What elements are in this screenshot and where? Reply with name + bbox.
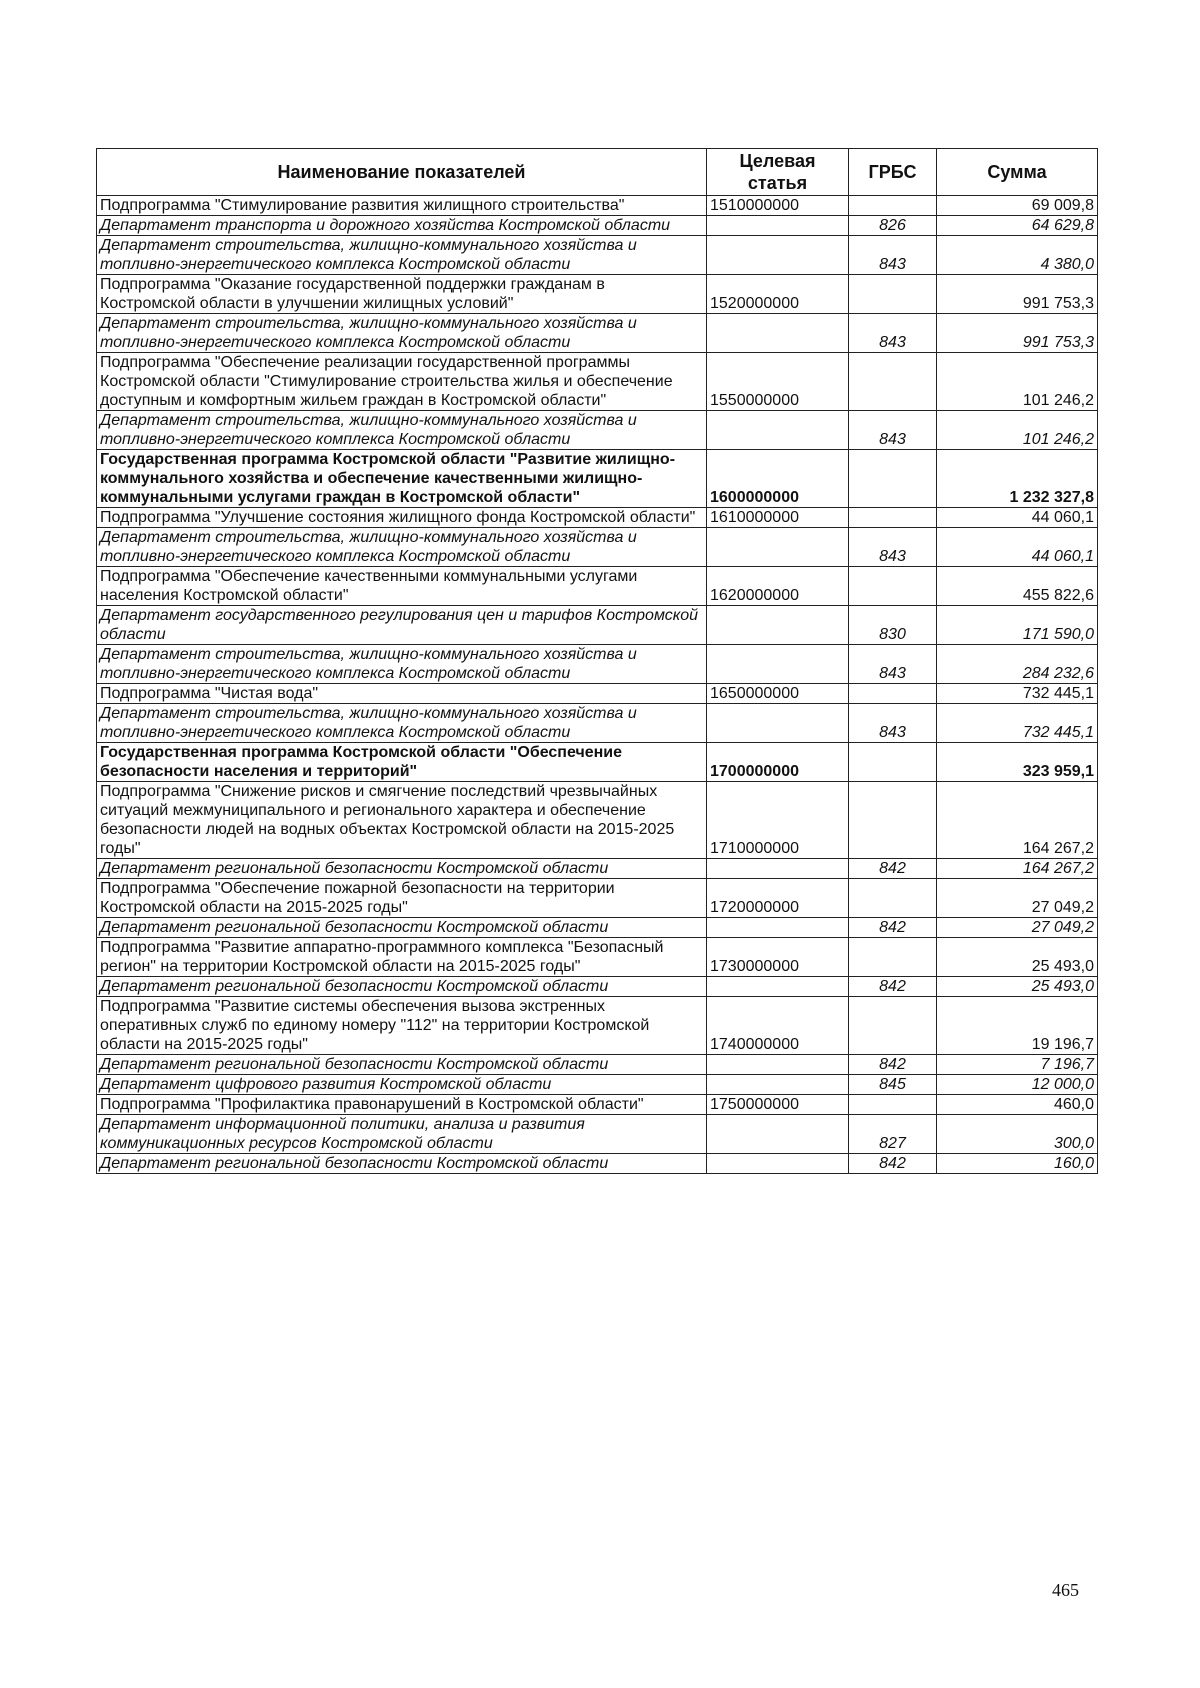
row-grbs: 842 (849, 859, 937, 879)
row-sum: 7 196,7 (937, 1055, 1098, 1075)
row-sum: 284 232,6 (937, 645, 1098, 684)
row-grbs (849, 450, 937, 508)
table-row (97, 1115, 1098, 1154)
row-target-article: 1510000000 (707, 196, 849, 216)
row-grbs (849, 938, 937, 977)
row-grbs: 845 (849, 1075, 937, 1095)
table-row (97, 1075, 1098, 1095)
row-target-article: 1710000000 (707, 782, 849, 859)
row-grbs (849, 684, 937, 704)
row-grbs (849, 508, 937, 528)
row-target-article (707, 977, 849, 997)
table-row (97, 275, 1098, 314)
table-row (97, 918, 1098, 938)
row-name: Департамент региональной безопасности Костромской области (97, 1154, 707, 1174)
header-sum: Сумма (937, 149, 1098, 196)
row-target-article (707, 859, 849, 879)
row-sum: 64 629,8 (937, 216, 1098, 236)
table-row (97, 236, 1098, 275)
row-target-article (707, 411, 849, 450)
row-grbs: 843 (849, 528, 937, 567)
row-name: Департамент информационной политики, анализа и развития коммуникационных ресурсов Костромской области (97, 1115, 707, 1154)
row-sum: 1 232 327,8 (937, 450, 1098, 508)
row-name: Подпрограмма "Чистая вода" (97, 684, 707, 704)
row-name: Департамент строительства, жилищно-коммунального хозяйства и топливно-энергетического комплекса Костромской области (97, 314, 707, 353)
row-target-article (707, 1154, 849, 1174)
table-row (97, 567, 1098, 606)
row-name: Подпрограмма "Стимулирование развития жилищного строительства" (97, 196, 707, 216)
table-row (97, 528, 1098, 567)
row-name: Департамент строительства, жилищно-коммунального хозяйства и топливно-энергетического комплекса Костромской области (97, 528, 707, 567)
table-row (97, 997, 1098, 1055)
row-sum: 732 445,1 (937, 704, 1098, 743)
table-row (97, 411, 1098, 450)
row-target-article: 1550000000 (707, 353, 849, 411)
row-grbs (849, 196, 937, 216)
row-name: Департамент региональной безопасности Костромской области (97, 1055, 707, 1075)
page-number: 465 (1052, 1580, 1079, 1600)
row-grbs: 843 (849, 704, 937, 743)
row-target-article: 1650000000 (707, 684, 849, 704)
row-sum: 101 246,2 (937, 353, 1098, 411)
row-grbs (849, 567, 937, 606)
row-sum: 69 009,8 (937, 196, 1098, 216)
row-grbs: 826 (849, 216, 937, 236)
row-target-article (707, 236, 849, 275)
row-name: Подпрограмма "Улучшение состояния жилищного фонда Костромской области" (97, 508, 707, 528)
row-sum: 991 753,3 (937, 314, 1098, 353)
row-sum: 164 267,2 (937, 782, 1098, 859)
row-target-article: 1610000000 (707, 508, 849, 528)
table-row (97, 684, 1098, 704)
row-target-article: 1740000000 (707, 997, 849, 1055)
row-grbs: 842 (849, 918, 937, 938)
row-grbs (849, 743, 937, 782)
row-grbs: 842 (849, 977, 937, 997)
row-sum: 460,0 (937, 1095, 1098, 1115)
table-row (97, 606, 1098, 645)
row-target-article: 1600000000 (707, 450, 849, 508)
row-target-article (707, 528, 849, 567)
row-sum: 323 959,1 (937, 743, 1098, 782)
row-grbs (849, 782, 937, 859)
row-target-article (707, 314, 849, 353)
row-target-article (707, 918, 849, 938)
row-grbs (849, 275, 937, 314)
header-name: Наименование показателей (97, 149, 707, 196)
header-target-article: Целевая статья (707, 149, 849, 196)
table-row (97, 314, 1098, 353)
row-name: Подпрограмма "Снижение рисков и смягчение последствий чрезвычайных ситуаций межмуниципального и регионального характера и обеспечение безопасности людей на водных объектах Костромской области на 2015-2025 годы" (97, 782, 707, 859)
row-sum: 164 267,2 (937, 859, 1098, 879)
row-sum: 160,0 (937, 1154, 1098, 1174)
row-name: Департамент строительства, жилищно-коммунального хозяйства и топливно-энергетического комплекса Костромской области (97, 645, 707, 684)
row-grbs: 827 (849, 1115, 937, 1154)
table-row (97, 977, 1098, 997)
row-target-article: 1700000000 (707, 743, 849, 782)
row-target-article: 1520000000 (707, 275, 849, 314)
row-sum: 991 753,3 (937, 275, 1098, 314)
table-row (97, 1055, 1098, 1075)
row-sum: 12 000,0 (937, 1075, 1098, 1095)
table-row (97, 216, 1098, 236)
row-target-article: 1720000000 (707, 879, 849, 918)
row-grbs: 843 (849, 411, 937, 450)
row-grbs: 843 (849, 645, 937, 684)
row-grbs (849, 879, 937, 918)
row-name: Подпрограмма "Обеспечение реализации государственной программы Костромской области "Стимулирование строительства жилья и обеспечение доступным и комфортным жильем граждан в Костромской области" (97, 353, 707, 411)
row-sum: 19 196,7 (937, 997, 1098, 1055)
table-row (97, 743, 1098, 782)
row-sum: 44 060,1 (937, 508, 1098, 528)
table-row (97, 645, 1098, 684)
row-name: Подпрограмма "Оказание государственной поддержки гражданам в Костромской области в улучшении жилищных условий" (97, 275, 707, 314)
table-body (97, 196, 1098, 1174)
row-grbs (849, 997, 937, 1055)
row-sum: 732 445,1 (937, 684, 1098, 704)
row-grbs: 843 (849, 314, 937, 353)
row-grbs: 830 (849, 606, 937, 645)
row-name: Департамент региональной безопасности Костромской области (97, 977, 707, 997)
row-target-article (707, 1115, 849, 1154)
row-name: Департамент строительства, жилищно-коммунального хозяйства и топливно-энергетического комплекса Костромской области (97, 411, 707, 450)
row-grbs: 842 (849, 1154, 937, 1174)
row-target-article: 1750000000 (707, 1095, 849, 1115)
row-target-article: 1730000000 (707, 938, 849, 977)
row-name: Департамент государственного регулирования цен и тарифов Костромской области (97, 606, 707, 645)
row-sum: 4 380,0 (937, 236, 1098, 275)
row-target-article (707, 216, 849, 236)
row-target-article (707, 606, 849, 645)
row-sum: 455 822,6 (937, 567, 1098, 606)
table-row (97, 782, 1098, 859)
header-grbs: ГРБС (849, 149, 937, 196)
row-target-article (707, 704, 849, 743)
row-name: Департамент транспорта и дорожного хозяйства Костромской области (97, 216, 707, 236)
row-target-article (707, 1075, 849, 1095)
table-row (97, 859, 1098, 879)
table-row (97, 879, 1098, 918)
table-row (97, 450, 1098, 508)
row-name: Департамент цифрового развития Костромской области (97, 1075, 707, 1095)
table-header-row (97, 149, 1098, 196)
row-name: Департамент региональной безопасности Костромской области (97, 918, 707, 938)
row-name: Государственная программа Костромской области "Развитие жилищно-коммунального хозяйства и обеспечение качественными жилищно-коммунальными услугами граждан в Костромской области" (97, 450, 707, 508)
table-row (97, 938, 1098, 977)
row-target-article: 1620000000 (707, 567, 849, 606)
table-row (97, 1095, 1098, 1115)
row-name: Департамент строительства, жилищно-коммунального хозяйства и топливно-энергетического комплекса Костромской области (97, 236, 707, 275)
table-row (97, 508, 1098, 528)
table-row (97, 1154, 1098, 1174)
table-row (97, 353, 1098, 411)
budget-table (96, 148, 1098, 1174)
row-grbs (849, 353, 937, 411)
row-target-article (707, 645, 849, 684)
row-sum: 171 590,0 (937, 606, 1098, 645)
row-grbs: 843 (849, 236, 937, 275)
row-sum: 27 049,2 (937, 918, 1098, 938)
row-name: Подпрограмма "Обеспечение пожарной безопасности на территории Костромской области на 2015-2025 годы" (97, 879, 707, 918)
row-name: Подпрограмма "Профилактика правонарушений в Костромской области" (97, 1095, 707, 1115)
row-sum: 300,0 (937, 1115, 1098, 1154)
row-sum: 25 493,0 (937, 977, 1098, 997)
row-name: Департамент региональной безопасности Костромской области (97, 859, 707, 879)
row-name: Подпрограмма "Развитие аппаратно-программного комплекса "Безопасный регион" на территории Костромской области на 2015-2025 годы" (97, 938, 707, 977)
table-row (97, 704, 1098, 743)
row-sum: 27 049,2 (937, 879, 1098, 918)
row-sum: 25 493,0 (937, 938, 1098, 977)
row-sum: 44 060,1 (937, 528, 1098, 567)
row-sum: 101 246,2 (937, 411, 1098, 450)
row-target-article (707, 1055, 849, 1075)
row-name: Государственная программа Костромской области "Обеспечение безопасности населения и территорий" (97, 743, 707, 782)
row-name: Подпрограмма "Обеспечение качественными коммунальными услугами населения Костромской области" (97, 567, 707, 606)
row-name: Департамент строительства, жилищно-коммунального хозяйства и топливно-энергетического комплекса Костромской области (97, 704, 707, 743)
table-row (97, 196, 1098, 216)
row-name: Подпрограмма "Развитие системы обеспечения вызова экстренных оперативных служб по единому номеру "112" на территории Костромской области на 2015-2025 годы" (97, 997, 707, 1055)
row-grbs: 842 (849, 1055, 937, 1075)
row-grbs (849, 1095, 937, 1115)
